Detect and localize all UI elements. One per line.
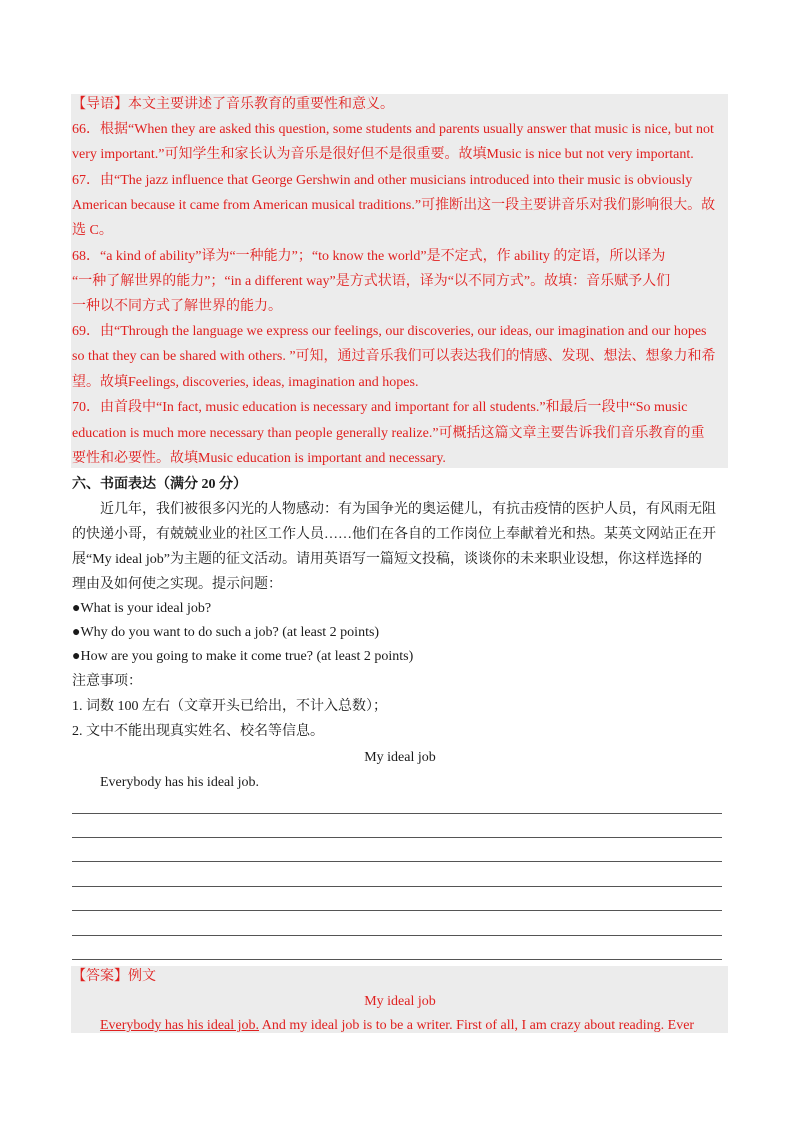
notes-title: 注意事项： [72,674,142,689]
q70-line-2: education is much more necessary than people generally realize.”可概括这篇文章主要告诉我们音乐教育的重 [72,426,705,441]
answer-underlined-opening: Everybody has his ideal job. [100,1018,260,1033]
q67-line-3: 选 C。 [72,223,113,238]
prompt-question-1: ●What is your ideal job? [72,601,212,616]
q67-line-1: 67．由“The jazz influence that George Gershwin and other musicians introduced into their music is obviously [72,173,693,188]
answer-label: 【答案】例文 [72,969,156,984]
writing-line [72,959,722,960]
prompt-para-line-2: 的快递小哥，有兢兢业业的社区工作人员……他们在各自的工作岗位上奉献着光和热。某英文网站正在开 [72,527,716,542]
writing-line [72,910,722,911]
prompt-para-line-3: 展“My ideal job”为主题的征文活动。请用英语写一篇短文投稿，谈谈你的未来职业设想，你这样选择的 [72,552,702,567]
note-1: 1. 词数 100 左右（文章开头已给出，不计入总数）； [72,699,387,714]
writing-line [72,813,722,814]
q70-line-1: 70．由首段中“In fact, music education is necessary and important for all students.”和最后一段中“So music [72,400,688,415]
q68-line-1: 68．“a kind of ability”译为“一种能力”；“to know the world”是不定式，作 ability 的定语，所以译为 [72,249,666,264]
prompt-question-2: ●Why do you want to do such a job? (at least 2 points) [72,625,380,640]
explanation-intro: 【导语】本文主要讲述了音乐教育的重要性和意义。 [72,97,394,112]
writing-line [72,861,722,862]
answer-first-line [100,1014,694,1038]
q66-line-1: 66．根据“When they are asked this question, some students and parents usually answer that music is nice, but not [72,122,714,137]
prompt-para-line-1: 近几年，我们被很多闪光的人物感动：有为国争光的奥运健儿，有抗击疫情的医护人员，有风雨无阻 [100,502,716,517]
q68-line-2: “一种了解世界的能力”；“in a different way”是方式状语，译为“以不同方式”。故填：音乐赋予人们 [72,274,671,289]
q67-line-2: American because it came from American musical traditions.”可推断出这一段主要讲音乐对我们影响很大。故 [72,198,716,213]
section-heading: 六、书面表达（满分 20 分） [72,477,247,492]
writing-line [72,935,722,936]
q69-line-2: so that they can be shared with others. ”可知，通过音乐我们可以表达我们的情感、发现、想法、想象力和希 [72,349,716,364]
answer-first-line-rest: And my ideal job is to be a writer. First of all, I am crazy about reading. Ever [259,1018,695,1033]
q69-line-3: 望。故填Feelings, discoveries, ideas, imagination and hopes. [72,375,419,390]
essay-title: My ideal job [364,750,436,765]
prompt-para-line-4: 理由及如何使之实现。提示问题： [72,577,282,592]
answer-title: My ideal job [364,994,436,1009]
q69-line-1: 69．由“Through the language we express our feelings, our discoveries, our ideas, our imagination and our hopes [72,324,707,339]
essay-opening: Everybody has his ideal job. [100,775,260,790]
q70-line-3: 要性和必要性。故填Music education is important and necessary. [72,451,446,466]
q66-line-2: very important.”可知学生和家长认为音乐是很好但不是很重要。故填Music is nice but not very important. [72,147,694,162]
note-2: 2. 文中不能出现真实姓名、校名等信息。 [72,724,324,739]
writing-line [72,886,722,887]
writing-line [72,837,722,838]
q68-line-3: 一种以不同方式了解世界的能力。 [72,299,282,314]
prompt-question-3: ●How are you going to make it come true? (at least 2 points) [72,649,414,664]
